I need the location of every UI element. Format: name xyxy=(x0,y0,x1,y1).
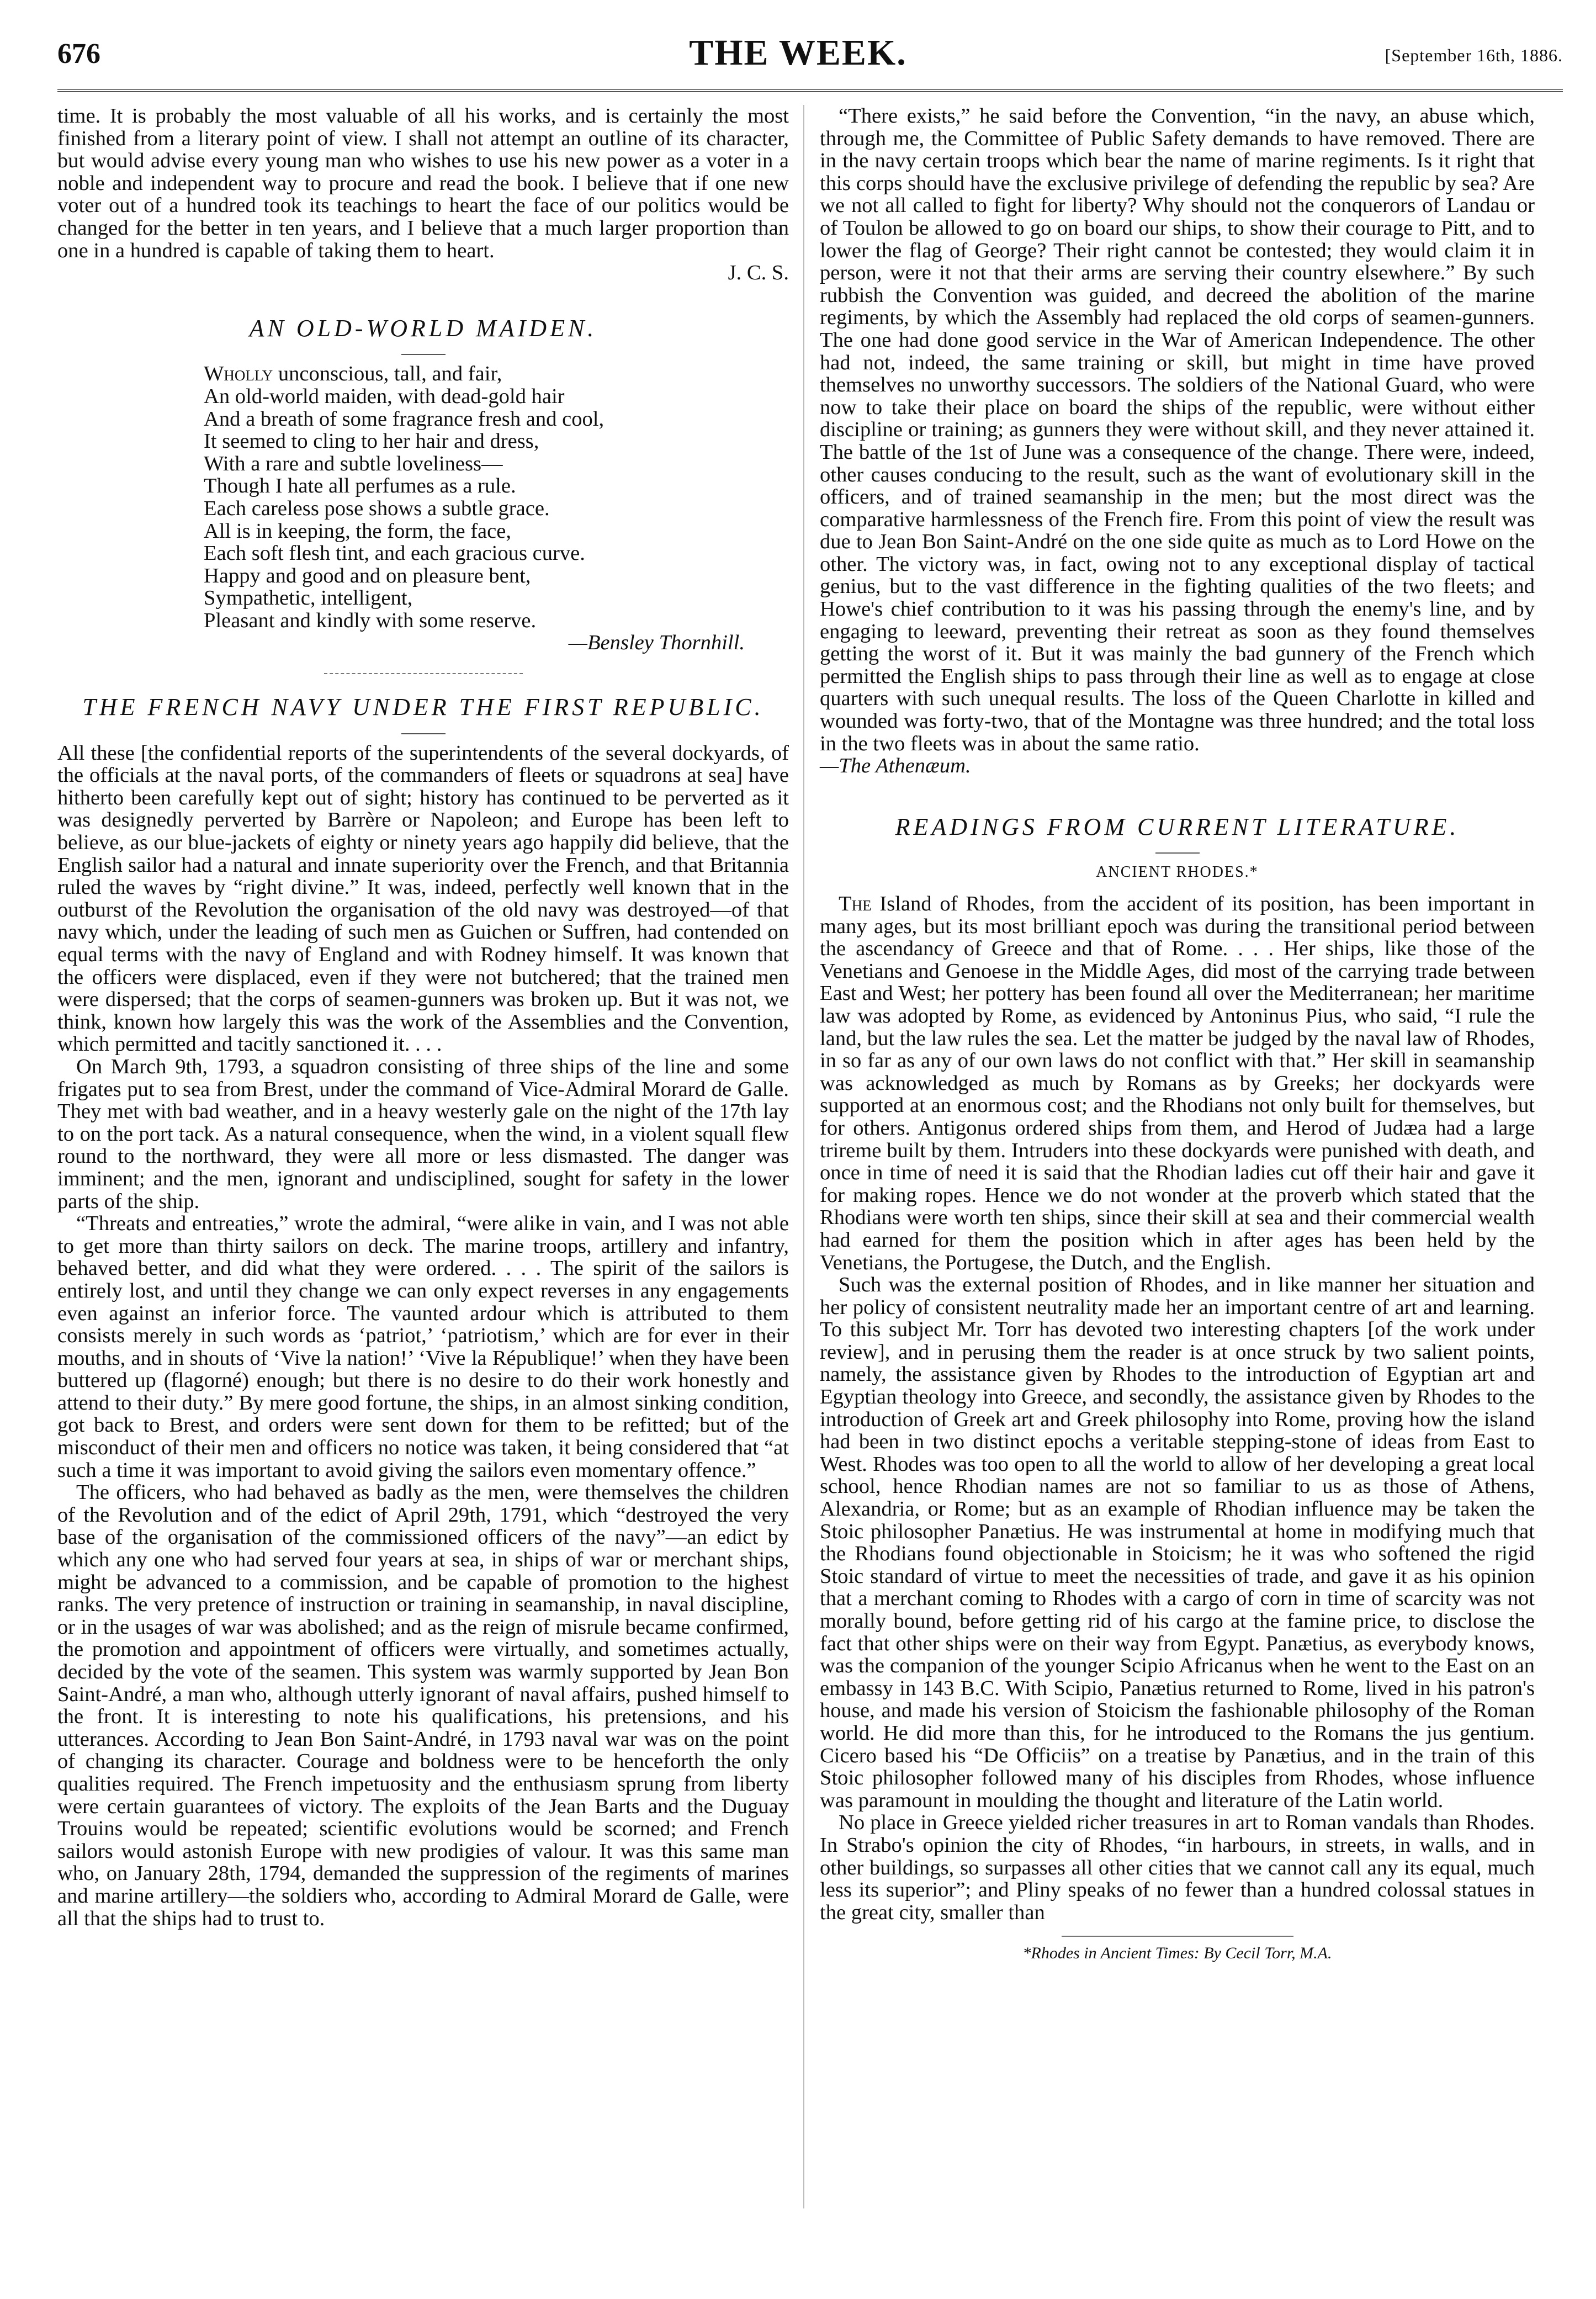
intro-signature: J. C. S. xyxy=(728,261,789,285)
poem-line xyxy=(204,363,789,385)
header-rule xyxy=(57,89,1563,92)
article-paragraph xyxy=(820,893,1535,1274)
poem-title-rule xyxy=(401,354,446,355)
poem-line: All is in keeping, the form, the face, xyxy=(204,519,512,543)
column-divider xyxy=(803,105,804,2208)
masthead xyxy=(0,0,1596,94)
section-title: READINGS FROM CURRENT LITERATURE. xyxy=(895,813,1460,840)
poem-attribution: —Bensley Thornhill. xyxy=(568,631,745,655)
publication-title: THE WEEK. xyxy=(689,33,907,73)
poem-line: It seemed to cling to her hair and dress, xyxy=(204,430,539,453)
poem-title: AN OLD-WORLD MAIDEN. xyxy=(249,314,597,342)
intro-paragraph: time. It is probably the most valuable of all his works, and is certainly the most finished from a literary point of view. I shall not attempt an outline of its character, but would advise every young man who wishes to use his new power as a voter in a noble and independent way to procure and read the book. I believe that if one new voter out of a hundred took its teachings to heart the face of our politics would be changed for the better in ten years, and I believe that a much larger proportion than one in a hundred is capable of taking them to heart. xyxy=(57,104,789,262)
article-title: THE FRENCH NAVY UNDER THE FIRST REPUBLIC. xyxy=(82,693,764,721)
article-paragraph: Such was the external position of Rhodes, and in like manner her situation and her policy of consistent neutrality made her an important centre of art and learning. To this subject Mr. Torr has devoted two interesting chapters [of the work under review], and in perusing them the reader is at once struck by two salient points, namely, the assistance given by Rhodes to the introduction of Egyptian art and Egyptian theology into Greece, and secondly, the assistance given by Rhodes to the introduction of Greek art and Greek philosophy into Rome, proving how the island had been in two distinct epochs a veritable stepping-stone of ideas from East to West. Rhodes was too open to all the world to allow of her developing a great local school, hence Rhodian names are not so familiar to us as those of Athens, Alexandria, or Rome; but as an example of Rhodian influence may be taken the Stoic philosopher Panætius. He was instrumental at home in modifying much that the Rhodians found objectionable in Stoicism; he it was who softened the rigid Stoic standard of virtue to meet the necessities of trade, and gave it as his opinion that a merchant coming to Rhodes with a cargo of corn in time of scarcity was not morally bound, before getting rid of his cargo at the famine price, to disclose the fact that other ships were on their way from Egypt. Panætius, as everybody knows, was the companion of the younger Scipio Africanus when he went to the East on an embassy in 143 B.C. With Scipio, Panætius returned to Rome, lived in his patron's house, and made his version of Stoicism the fashionable philosophy of the Roman world. He did more than this, for he introduced to the Romans the jus gentium. Cicero based his “De Officiis” on a treatise by Panætius, and in the train of this Stoic philosopher followed many of his disciples from Rhodes, whose influence was paramount in moulding the thought and literature of the Latin world. xyxy=(820,1273,1535,1812)
left-column xyxy=(57,105,789,1930)
poem-line: And a breath of some fragrance fresh and cool, xyxy=(204,407,605,431)
poem xyxy=(204,363,789,654)
poem-line: Sympathetic, intelligent, xyxy=(204,586,413,610)
rhodes-paragraph-rest: Island of Rhodes, from the accident of its position, has been important in many ages, but its most brilliant epoch was during the transitional period between the ascendancy of Greece and that of Rome. . . . Her ships, like those of the Venetians and Genoese in the Middle Ages, did most of the carrying trade between East and West; her pottery has been found all over the Mediterranean; her maritime law was adopted by Rome, as evidenced by Antoninus Pius, who said, “I rule the land, but the law rules the sea. Let the matter be judged by the naval law of Rhodes, in so far as any of our own laws do not conflict with that.” Her skill in seamanship was acknowledged as much by Romans as by Greeks; her dockyards were supported at an enormous cost; and the Rhodians not only built for themselves, but for others. Antigonus ordered ships from them, and Herod of Judæa had a large trireme built by them. Intruders into these dockyards were punished with death, and once in time of need it is said that the Rhodian ladies cut off their hair and gave it for making ropes. Hence we do not wonder at the proverb which stated that the Rhodians were worth ten ships, since their skill at sea and their commercial wealth had earned for them the position which in after ages has been held by the Venetians, the Portugese, the Dutch, and the English. xyxy=(820,892,1535,1274)
article-paragraph: “There exists,” he said before the Convention, “in the navy, an abuse which, through me, the Committee of Public Safety demands to have removed. There are in the navy certain troops which bear the name of marine regiments. Is it right that this corps should have the exclusive privilege of defending the republic by sea? Are we not all called to fight for liberty? Why should not the conquerors of Landau or of Toulon be allowed to go on board our ships, to show their courage to Pitt, and to lower the flag of George? Their right cannot be contested; they would claim it in person, were it not that their arms are serving their country elsewhere.” By such rubbish the Convention was guided, and decreed the abolition of the marine regiments, by which the Assembly had replaced the old corps of seamen-gunners. The one had done good service in the War of American Independence. The other had not, indeed, the same training or skill, but might in time have proved themselves no unworthy successors. The soldiers of the National Guard, who were now to take their place on board the ships of the republic, were without either discipline or training; as gunners they were without skill, and they never attained it. The battle of the 1st of June was a consequence of the change. There were, indeed, other causes conducing to the result, such as the want of evolutionary skill in the officers, and of trained seamanship in the men; but the most direct was the comparative harmlessness of the French fire. From this point of view the result was due to Jean Bon Saint-André on the one side quite as much as to Lord Howe on the other. The victory was, in fact, owing not to any exceptional display of tactical genius, but to the vast difference in the fighting qualities of the two fleets; and Howe's chief contribution to it was his passing through the enemy's line, and by engaging to leeward, preventing their retreat as soon as they found themselves getting the worst of it. But it was mainly the bad gunnery of the French which permitted the English ships to pass through their line as well as to engage at close quarters with such unequal results. The loss of the Queen Charlotte in killed and wounded was forty-two, that of the Montagne was three hundred; and the total loss in the two fleets was in about the same ratio. xyxy=(820,104,1535,755)
poem-first-word: Wholly xyxy=(204,362,273,386)
footnote: *Rhodes in Ancient Times: By Cecil Torr, M.A. xyxy=(1022,1944,1332,1963)
poem-line: Each soft flesh tint, and each gracious curve. xyxy=(204,542,585,565)
article-subhead: ANCIENT RHODES.* xyxy=(1096,864,1259,881)
issue-date: [September 16th, 1886. xyxy=(1385,45,1563,65)
poem-line: An old-world maiden, with dead-gold hair xyxy=(204,384,565,408)
poem-line: With a rare and subtle loveliness— xyxy=(204,452,503,475)
page-number: 676 xyxy=(57,38,100,70)
poem-first-line-rest: unconscious, tall, and fair, xyxy=(273,362,502,386)
article-title-rule xyxy=(401,733,446,734)
article-paragraph: “Threats and entreaties,” wrote the admiral, “were alike in vain, and I was not able to get more than thirty sailors on deck. The marine troops, artillery and infantry, behaved better, and did what they were ordered. . . . The spirit of the sailors is entirely lost, and until they change we can only expect reverses in any engagements even against an inferior force. The vaunted ardour which is attributed to them consists merely in such words as ‘patriot,’ ‘patriotism,’ which are for ever in their mouths, and in shouts of ‘Vive la nation!’ ‘Vive la République!’ when they have been buttered up (flagorné) enough; but there is no desire to do their work honestly and attend to their duty.” By mere good fortune, the ships, in an almost sinking condition, got back to Brest, and orders were sent down for them to be refitted; but of the misconduct of their men and officers no notice was taken, it being considered that “at such a time it was important to avoid giving the sailors even momentary offence.” xyxy=(57,1212,789,1482)
article-paragraph: No place in Greece yielded richer treasures in art to Roman vandals than Rhodes. In Strabo's opinion the city of Rhodes, “in harbours, in streets, in walls, and in other buildings, so surpasses all other cities that we cannot call any its equal, much less its superior”; and Pliny speaks of no fewer than a hundred colossal statues in the great city, smaller than xyxy=(820,1811,1535,1924)
article-source: —The Athenæum. xyxy=(820,754,971,778)
poem-line: Though I hate all perfumes as a rule. xyxy=(204,474,516,498)
right-column xyxy=(820,105,1535,1965)
article-paragraph: On March 9th, 1793, a squadron consisting of three ships of the line and some frigates put to sea from Brest, under the command of Vice-Admiral Morard de Galle. They met with bad weather, and in a heavy westerly gale on the night of the 17th lay to on the port tack. As a natural consequence, when the wind, in a violent squall flew round to the northward, they were all more or less dismasted. The danger was imminent; and the men, ignorant and undisciplined, sought for safety in the lower parts of the ship. xyxy=(57,1055,789,1213)
section-separator xyxy=(324,673,523,674)
article-paragraph: All these [the confidential reports of the superintendents of the several dockyards, of the officials at the naval ports, of the commanders of fleets or squadrons at sea] have hitherto been carefully kept out of sight; history has continued to be perverted as it was designedly perverted by Barrère or Napoleon; and Europe has been left to believe, as our blue-jackets of eighty or ninety years ago happily did believe, that the English sailor had a natural and innate superiority over the French, and that Britannia ruled the waves by “right divine.” It was, indeed, perfectly well known that in the outburst of the Revolution the organisation of the old navy was destroyed—of that navy which, under the leading of such men as Guichen or Suffren, had contended on equal terms with the navy of England and with Rodney himself. It was known that the officers were displaced, even if they were not butchered; that the trained men were dispersed; that the corps of seamen-gunners was broken up. But it was not, we think, known how largely this was the work of the Assemblies and the Convention, which permitted and tacitly sanctioned it. . . . xyxy=(57,741,789,1056)
poem-line: Happy and good and on pleasure bent, xyxy=(204,564,531,587)
article-paragraph: The officers, who had behaved as badly as the men, were themselves the children of the Revolution and of the edict of April 29th, 1791, which “destroyed the very base of the organisation of the commissioned officers of the navy”—an edict by which any one who had served four years at sea, in ships of war or merchant ships, might be advanced to a commission, and be capable of promotion to the highest ranks. The very pretence of instruction or training in seamanship, in naval discipline, or in the usages of war was abolished; and as the reign of misrule became confirmed, the promotion and appointment of officers were virtually, and sometimes actually, decided by the vote of the seamen. This system was warmly supported by Jean Bon Saint-André, a man who, although utterly ignorant of naval affairs, pushed himself to the front. It is interesting to note his qualifications, his pretensions, and his utterances. According to Jean Bon Saint-André, in 1793 naval war was on the point of changing its character. Courage and boldness were to be henceforth the only qualities required. The French impetuosity and the enthusiasm sprung from liberty were certain guarantees of victory. The exploits of the Jean Barts and the Duguay Trouins would be repeated; scientific evolutions would be scorned; and French sailors would astonish Europe with new prodigies of valour. It was this same man who, on January 28th, 1794, demanded the suppression of the regiments of marines and marine artillery—the soldiers who, according to Admiral Morard de Galle, were all that the ships had to trust to. xyxy=(57,1481,789,1930)
footnote-rule xyxy=(1062,1936,1293,1937)
poem-line: Pleasant and kindly with some reserve. xyxy=(204,608,537,632)
poem-line: Each careless pose shows a subtle grace. xyxy=(204,496,550,520)
section-title-rule xyxy=(1155,852,1200,854)
rhodes-first-word: The xyxy=(839,892,872,915)
